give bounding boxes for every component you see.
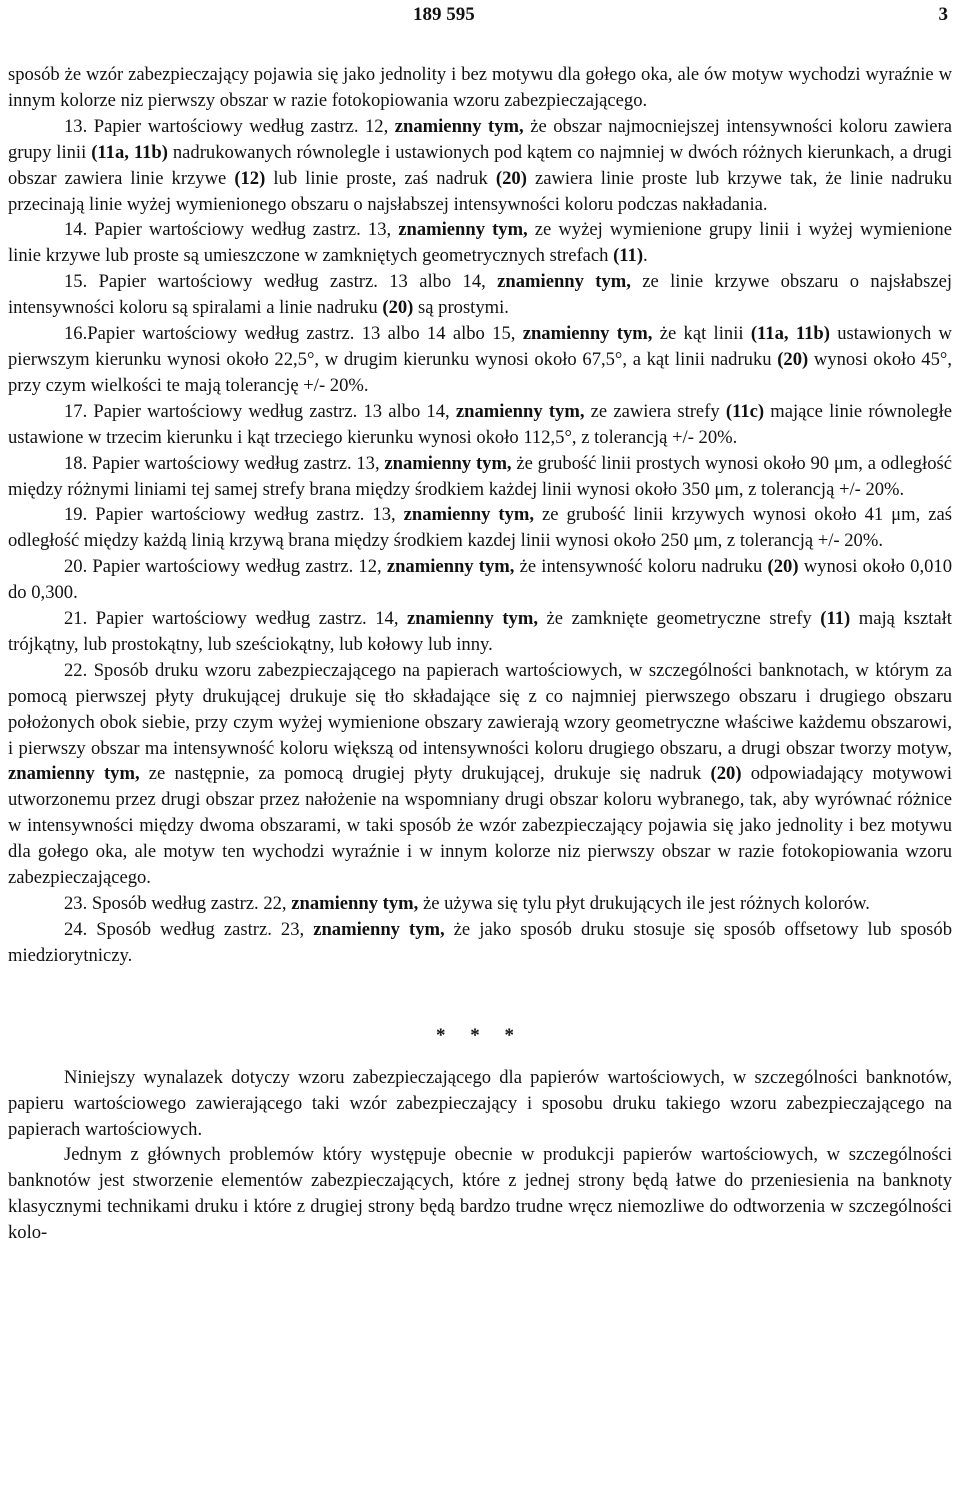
- claim-emphasis: znamienny tym,: [407, 608, 538, 630]
- claim-emphasis: (11): [613, 245, 644, 267]
- claim-emphasis: znamienny tym,: [386, 556, 515, 578]
- claim-text: 24. Sposób według zastrz. 23,: [64, 918, 314, 940]
- description-section: [8, 1065, 952, 1246]
- claim-emphasis: znamienny tym,: [403, 504, 535, 526]
- claim-emphasis: (11a, 11b): [91, 141, 168, 163]
- claim-19: [8, 502, 952, 554]
- claim-emphasis: (11c): [725, 400, 765, 422]
- claim-emphasis: (20): [710, 763, 742, 785]
- claim-text: 18. Papier wartościowy według zastrz. 13,: [64, 452, 385, 474]
- section-spacer: [8, 969, 952, 1021]
- claim-text: .: [643, 245, 648, 267]
- claim-emphasis: znamienny tym,: [313, 918, 445, 940]
- claim-emphasis: (20): [777, 348, 809, 370]
- page-number: 3: [938, 4, 948, 25]
- claim-text: że intensywność koloru nadruku: [514, 556, 768, 578]
- claim-emphasis: znamienny tym,: [522, 323, 653, 345]
- claim-21: [8, 606, 952, 658]
- claim-14: [8, 217, 952, 269]
- claim-13: [8, 114, 952, 218]
- claim-text: nadrukowanych równolegle i ustawionych pod kątem co najmniej w dwóch różnych kierunkach, a drugi obszar zawiera linie krzywe: [8, 141, 952, 189]
- claim-text: 15. Papier wartościowy według zastrz. 13 albo 14,: [64, 271, 498, 293]
- claim-emphasis: znamienny tym,: [455, 400, 585, 422]
- claim-emphasis: znamienny tym,: [398, 219, 528, 241]
- claim-emphasis: (20): [495, 167, 527, 189]
- claim-text: 14. Papier wartościowy według zastrz. 13,: [64, 219, 399, 241]
- claim-text: ze wyżej wymienione grupy linii i wyżej wymienione linie krzywe lub proste są umieszczone w zamkniętych geometrycznych strefach: [8, 219, 952, 267]
- claim-text: 23. Sposób według zastrz. 22,: [64, 893, 292, 914]
- claim-text: mają kształt trójkątny, lub prostokątny, lub sześciokątny, lub kołowy lub inny.: [8, 608, 952, 655]
- claim-18: [8, 451, 952, 503]
- claim-text: 17. Papier wartościowy według zastrz. 13 albo 14,: [64, 400, 456, 422]
- claim-15: [8, 269, 952, 321]
- description-paragraph: Niniejszy wynalazek dotyczy wzoru zabezpieczającego dla papierów wartościowych, w szczególności banknotów, papieru wartościowego zawierającego taki wzór zabezpieczający i sposobu druku takiego wzoru zabezpieczającego na papierach wartościowych.: [8, 1066, 952, 1140]
- claim-20: [8, 554, 952, 606]
- patent-number: 189 595: [413, 4, 475, 25]
- claim-text: lub linie proste, zaś nadruk: [265, 167, 496, 189]
- claim-continuation: [8, 62, 952, 114]
- document-page: [8, 0, 952, 1244]
- claim-24: [8, 917, 952, 969]
- claim-text: 21. Papier wartościowy według zastrz. 14,: [64, 608, 408, 630]
- claim-text: że zamknięte geometryczne strefy: [537, 608, 821, 630]
- claim-text: że jako sposób druku stosuje się sposób offsetowy lub sposób miedziorytniczy.: [8, 918, 952, 966]
- section-separator: * * *: [436, 1024, 524, 1046]
- claim-text: sposób że wzór zabezpieczający pojawia się jako jednolity i bez motywu dla gołego oka, ale ów motyw wychodzi wyraźnie w innym kolorze niz pierwszy obszar w razie fotokopiowania wzoru zabezpieczającego.: [8, 64, 952, 111]
- claim-text: 16.Papier wartościowy według zastrz. 13 albo 14 albo 15,: [64, 323, 523, 345]
- claim-text: ze następnie, za pomocą drugiej płyty drukującej, drukuje się nadruk: [139, 763, 711, 785]
- claim-text: że używa się tylu płyt drukujących ile jest różnych kolorów.: [418, 893, 870, 914]
- claim-text: 13. Papier wartościowy według zastrz. 12,: [64, 115, 395, 137]
- claim-text: są prostymi.: [413, 297, 509, 319]
- claim-text: 20. Papier wartościowy według zastrz. 12,: [64, 556, 387, 578]
- claim-emphasis: znamienny tym,: [8, 763, 140, 785]
- page-header: [8, 0, 952, 34]
- claim-text: ze grubość linii krzywych wynosi około 41 μm, zaś odległość między każdą linią krzywą brana między środkiem kazdej linii wynosi około 250 μm, z tolerancją +/- 20%.: [8, 504, 952, 552]
- claim-16: [8, 321, 952, 399]
- claim-text: że obszar najmocniejszej intensywności koloru zawiera grupy linii: [8, 115, 952, 163]
- claim-emphasis: (11): [820, 608, 851, 630]
- claim-text: ze linie krzywe obszaru o najsłabszej intensywności koloru są spiralami a linie nadruku: [8, 271, 952, 319]
- claim-emphasis: znamienny tym,: [497, 271, 631, 293]
- claim-emphasis: znamienny tym,: [291, 893, 419, 914]
- page-content: [8, 62, 952, 1246]
- claim-text: odpowiadający motywowi utworzonemu przez drugi obszar przez nałożenie na wspomniany drugi obszar koloru wybranego, tak, aby wyrównać różnice w intensywności między dwoma obszarami, w taki sposób że wzór zabezpieczający pojawia się jako jednolity i bez motywu dla gołego oka, ale motyw ten wychodzi wyraźnie i w innym kolorze niz pierwszy obszar w razie fotokopiowania wzoru zabezpieczającego.: [8, 763, 952, 889]
- claim-text: mające linie równoległe ustawione w trzecim kierunku i kąt trzeciego kierunku wynosi około 112,5°, z tolerancją +/- 20%.: [8, 400, 952, 448]
- claim-emphasis: znamienny tym,: [384, 452, 512, 474]
- claim-text: zawiera linie proste lub krzywe tak, że linie nadruku przecinają linie wyżej wymienionego obszaru o najsłabszej intensywności koloru podczas nakładania.: [8, 167, 952, 215]
- claim-text: ze zawiera strefy: [584, 400, 726, 422]
- claim-emphasis: (12): [234, 167, 266, 189]
- claim-text: 19. Papier wartościowy według zastrz. 13,: [64, 504, 404, 526]
- claim-23: [8, 891, 952, 917]
- claim-text: wynosi około 0,010 do 0,300.: [8, 556, 952, 604]
- claim-text: ustawionych w pierwszym kierunku wynosi około 22,5°, w drugim kierunku wynosi około 67,5°, a kąt linii nadruku: [8, 323, 952, 370]
- claim-text: wynosi około 45°, przy czym wielkości te mają tolerancję +/- 20%.: [8, 348, 952, 396]
- claim-22: [8, 658, 952, 891]
- claim-text: że kąt linii: [652, 323, 751, 345]
- description-paragraph: Jednym z głównych problemów który występuje obecnie w produkcji papierów wartościowych, w szczególności banknotów jest stworzenie elementów zabezpieczających, które z jednej strony będą łatwe do przeniesienia na banknoty klasycznymi technikami druku i które z drugiej strony będą bardzo trudne wręcz niemozliwe do odtworzenia w szczególności kolo-: [8, 1144, 952, 1244]
- claim-emphasis: znamienny tym,: [394, 115, 524, 137]
- claim-emphasis: (11a, 11b): [750, 323, 830, 345]
- claim-text: że grubość linii prostych wynosi około 90 μm, a odległość między różnymi liniami tej samej strefy brana między środkiem każdej linii wynosi około 350 μm, z tolerancją +/- 20%.: [8, 452, 952, 500]
- claim-17: [8, 399, 952, 451]
- claim-emphasis: (20): [767, 556, 799, 578]
- claim-text: 22. Sposób druku wzoru zabezpieczającego na papierach wartościowych, w szczególności banknotach, w którym za pomocą pierwszej płyty drukującej drukuje się tło składające się z co najmniej pierwszego obszaru i drugiego obszaru położonych obok siebie, przy czym wyżej wymienione obszary zawierają wzory geometryczne właściwe każdemu obszarowi, i pierwszy obszar ma intensywność koloru większą od intensywności koloru drugiego obszaru, a drugi obszar tworzy motyw,: [8, 659, 952, 759]
- claims-section: [8, 62, 952, 969]
- claim-emphasis: (20): [382, 297, 414, 319]
